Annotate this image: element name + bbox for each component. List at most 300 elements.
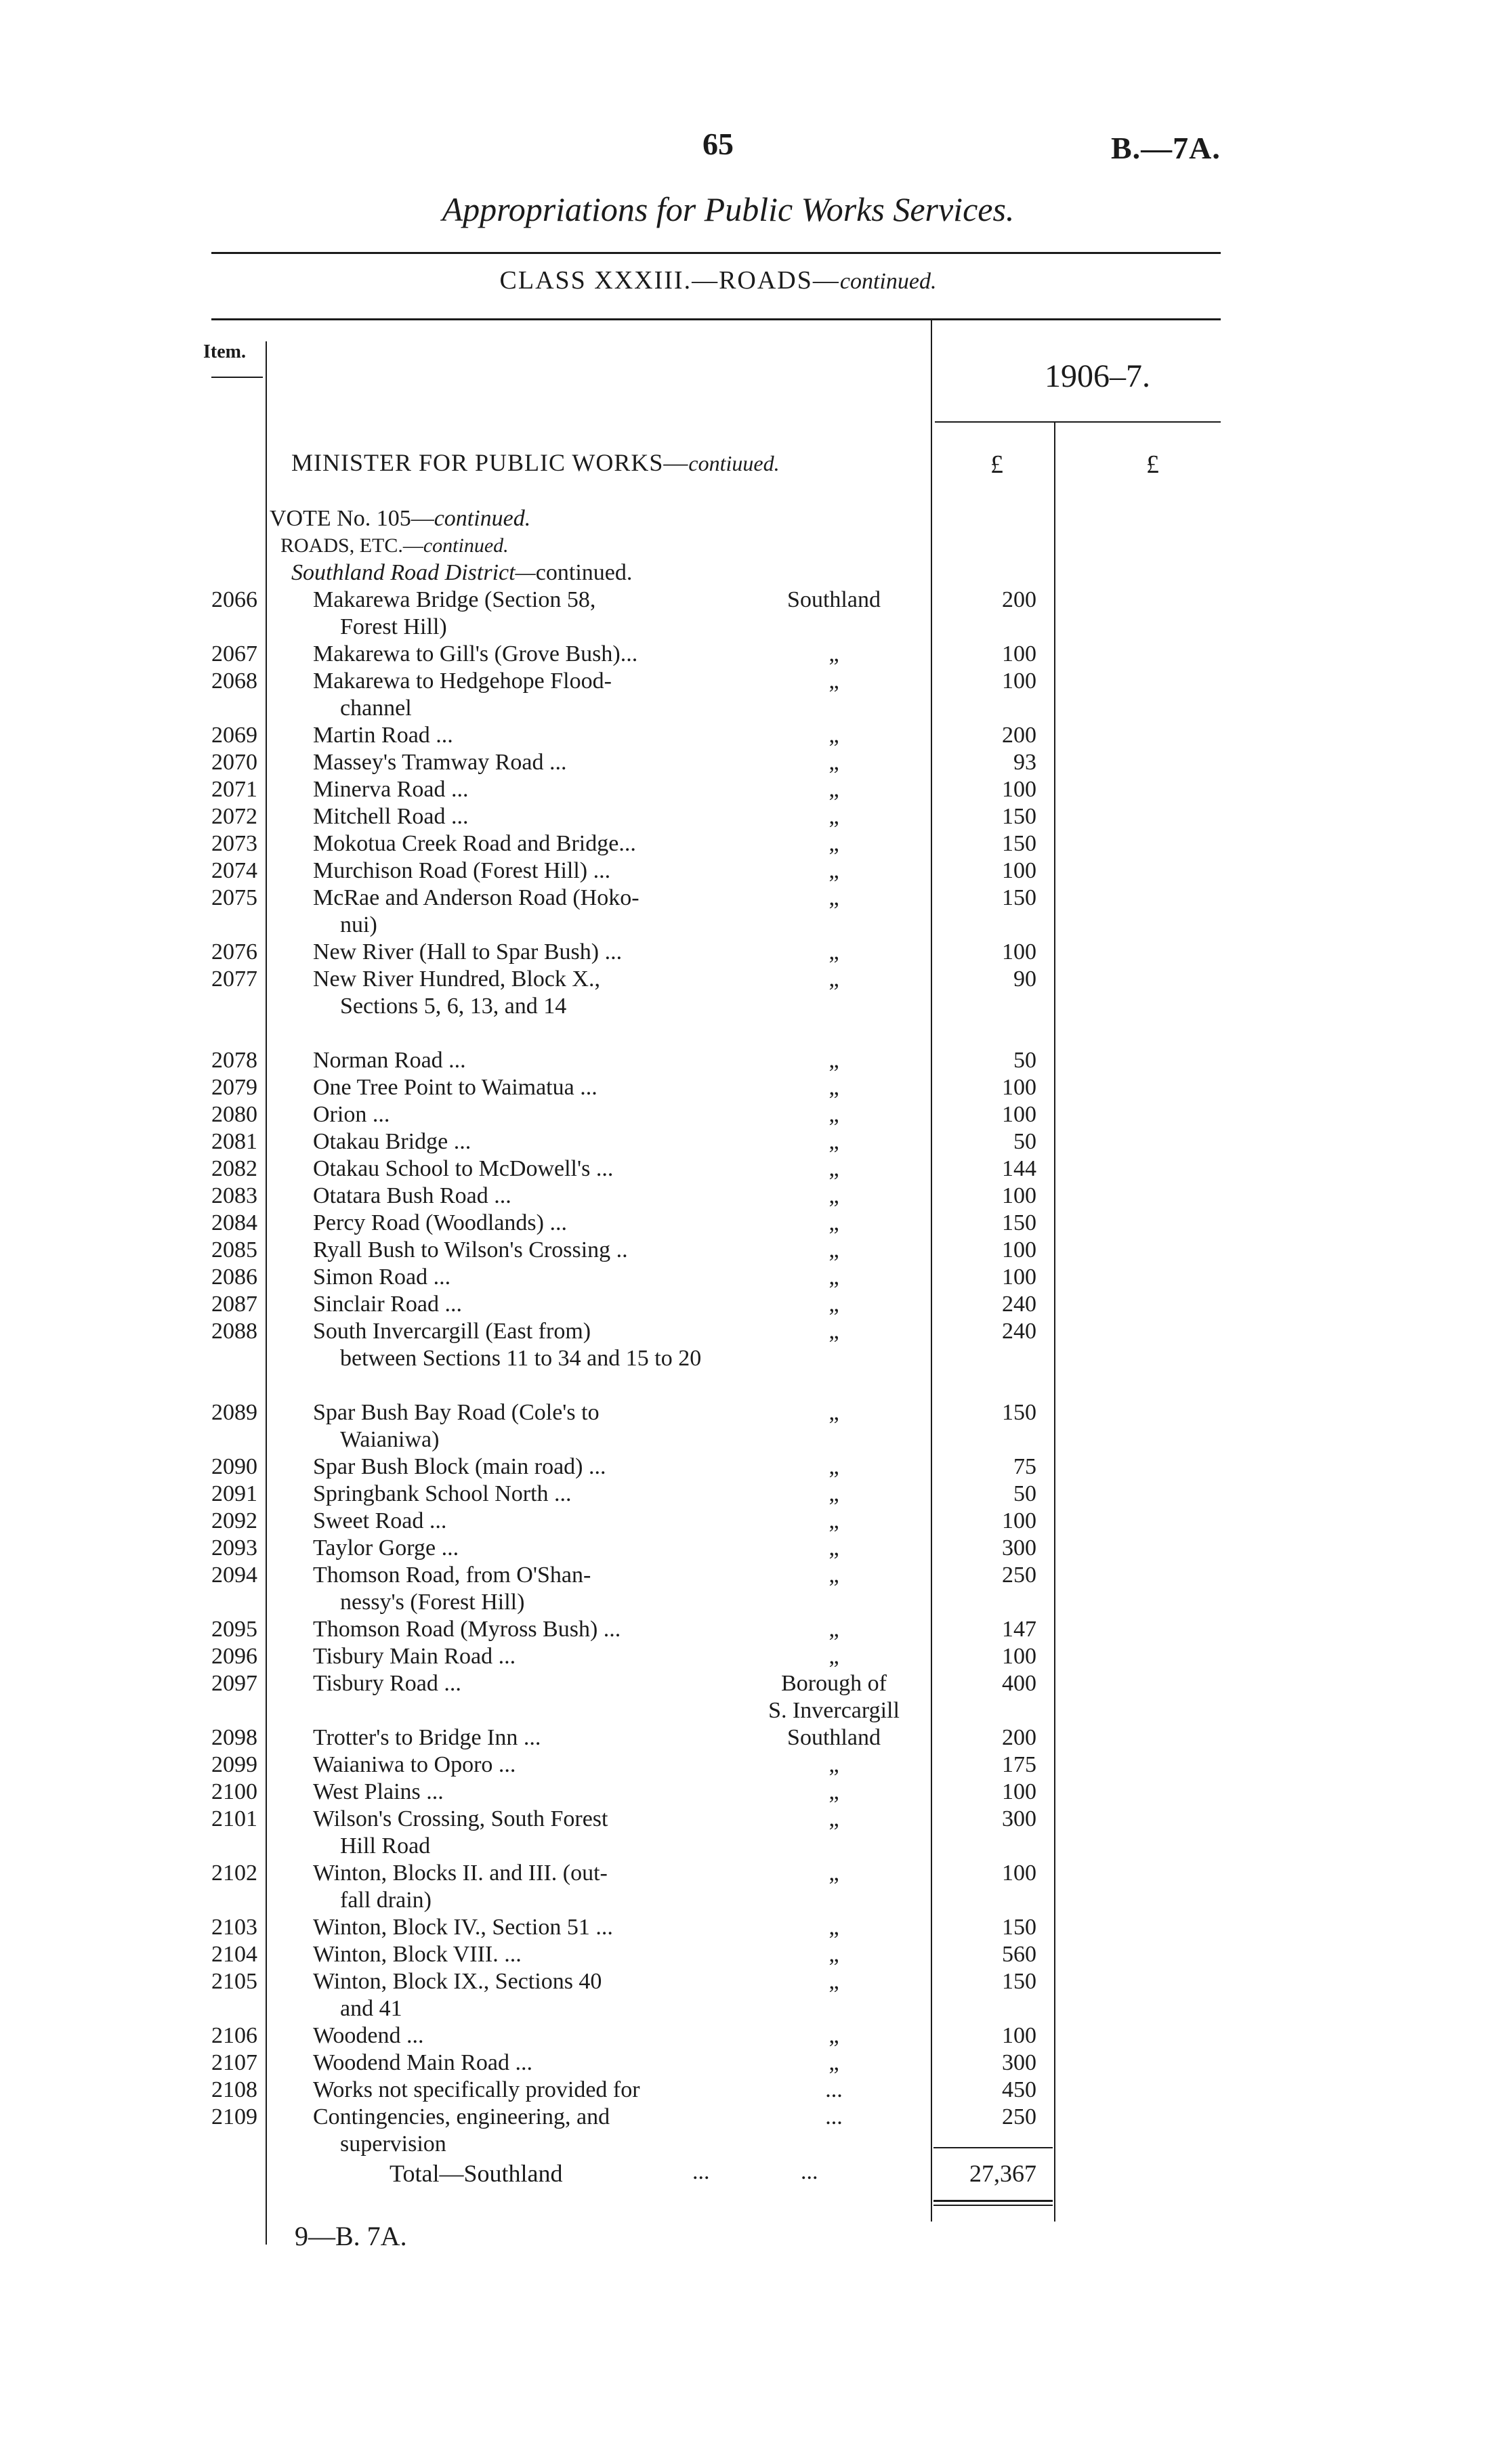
total-label: Total—Southland bbox=[390, 2160, 563, 2187]
item-location-text: „ bbox=[828, 1102, 839, 1127]
item-location bbox=[745, 1779, 923, 1806]
item-location bbox=[745, 857, 923, 885]
item-location bbox=[745, 1128, 923, 1155]
page-title: Appropriations for Public Works Services. bbox=[442, 190, 1015, 228]
item-number: 2090 bbox=[211, 1454, 257, 1479]
item-location bbox=[745, 2104, 923, 2131]
item-description-text: Makarewa to Hedgehope Flood- bbox=[313, 668, 612, 694]
item-amount: 90 bbox=[1013, 967, 1036, 992]
item-location bbox=[745, 1453, 923, 1481]
item-description bbox=[313, 1128, 733, 1155]
item-description-text: Martin Road ... bbox=[313, 723, 453, 748]
item-description bbox=[313, 1264, 733, 1291]
item-amount: 200 bbox=[1002, 587, 1036, 612]
item-location bbox=[745, 1914, 923, 1941]
item-amount: 250 bbox=[1002, 1563, 1036, 1588]
item-description bbox=[313, 1155, 733, 1183]
item-location bbox=[745, 1264, 923, 1291]
item-description-text: Otakau School to McDowell's ... bbox=[313, 1156, 614, 1181]
item-amount: 240 bbox=[1002, 1292, 1036, 1317]
item-location-text: „ bbox=[828, 1617, 839, 1642]
table-row bbox=[0, 2104, 1512, 2158]
table-row bbox=[0, 966, 1512, 1020]
item-description-text: Norman Road ... bbox=[313, 1048, 466, 1073]
item-location bbox=[745, 668, 923, 695]
item-location-text: „ bbox=[828, 1481, 839, 1506]
item-description-text: Makarewa to Gill's (Grove Bush)... bbox=[313, 641, 638, 666]
item-description-continuation: fall drain) bbox=[340, 1888, 432, 1913]
item-description bbox=[313, 2077, 733, 2104]
item-description-text: Minerva Road ... bbox=[313, 777, 469, 802]
item-location bbox=[745, 966, 923, 993]
item-location-text: „ bbox=[828, 967, 839, 992]
item-description bbox=[313, 1779, 733, 1806]
item-amount: 93 bbox=[1013, 750, 1036, 775]
item-amount: 400 bbox=[1002, 1671, 1036, 1696]
item-number: 2093 bbox=[211, 1535, 257, 1560]
item-description-continuation: channel bbox=[340, 696, 412, 721]
district-line bbox=[291, 559, 632, 587]
item-location-text: „ bbox=[828, 1454, 839, 1479]
district-line-suffix: continued. bbox=[535, 560, 633, 585]
item-location-text: „ bbox=[828, 1210, 839, 1235]
item-description-text: Winton, Block VIII. ... bbox=[313, 1942, 522, 1967]
document-reference: B.—7A. bbox=[1111, 131, 1221, 165]
item-location-text: „ bbox=[828, 723, 839, 748]
item-location bbox=[745, 1210, 923, 1237]
item-description bbox=[313, 1914, 733, 1941]
item-description bbox=[313, 830, 733, 857]
item-description-text: Otatara Bush Road ... bbox=[313, 1183, 511, 1208]
item-location-text: „ bbox=[828, 1292, 839, 1317]
page-number: 65 bbox=[702, 127, 734, 161]
item-description bbox=[313, 749, 733, 776]
item-location bbox=[745, 1237, 923, 1264]
table-row bbox=[0, 1562, 1512, 1616]
item-location bbox=[745, 1562, 923, 1589]
total-bottom-rule bbox=[933, 2200, 1053, 2202]
item-description-text: South Invercargill (East from) bbox=[313, 1319, 591, 1344]
item-location bbox=[745, 641, 923, 668]
item-description-text: Tisbury Road ... bbox=[313, 1671, 461, 1696]
item-description bbox=[313, 722, 733, 749]
item-number: 2107 bbox=[211, 2050, 257, 2075]
item-number: 2076 bbox=[211, 939, 257, 964]
item-number: 2082 bbox=[211, 1156, 257, 1181]
item-number: 2099 bbox=[211, 1752, 257, 1777]
item-description-continuation: Waianiwa) bbox=[340, 1427, 440, 1452]
item-number: 2069 bbox=[211, 723, 257, 748]
item-amount: 300 bbox=[1002, 1806, 1036, 1831]
item-number: 2083 bbox=[211, 1183, 257, 1208]
item-location-text-2: S. Invercargill bbox=[768, 1698, 900, 1723]
item-amount: 100 bbox=[1002, 939, 1036, 964]
item-location-text: „ bbox=[828, 1075, 839, 1100]
item-number: 2086 bbox=[211, 1265, 257, 1290]
item-number: 2103 bbox=[211, 1915, 257, 1940]
item-description-continuation: supervision bbox=[340, 2131, 446, 2157]
item-description bbox=[313, 1399, 733, 1453]
item-location bbox=[745, 1860, 923, 1887]
item-amount: 50 bbox=[1013, 1481, 1036, 1506]
total-amount: 27,367 bbox=[969, 2160, 1036, 2187]
class-heading-suffix: continued. bbox=[839, 269, 937, 294]
item-amount: 100 bbox=[1002, 668, 1036, 694]
table-row bbox=[0, 1860, 1512, 1914]
roads-line-text: ROADS, ETC.— bbox=[280, 534, 423, 557]
item-description bbox=[313, 776, 733, 803]
item-number: 2074 bbox=[211, 858, 257, 883]
item-location-text: „ bbox=[828, 1969, 839, 1994]
item-amount: 100 bbox=[1002, 777, 1036, 802]
item-amount: 175 bbox=[1002, 1752, 1036, 1777]
item-location-text: „ bbox=[828, 668, 839, 694]
table-top-rule bbox=[211, 318, 1221, 320]
item-amount: 100 bbox=[1002, 2023, 1036, 2048]
item-description-text: New River (Hall to Spar Bush) ... bbox=[313, 939, 623, 964]
item-location bbox=[745, 776, 923, 803]
item-description-text: Thomson Road (Myross Bush) ... bbox=[313, 1617, 621, 1642]
item-location-text: „ bbox=[828, 1400, 839, 1425]
item-location-text: „ bbox=[828, 641, 839, 666]
item-description-text: Waianiwa to Oporo ... bbox=[313, 1752, 516, 1777]
table-row bbox=[0, 885, 1512, 939]
item-description-text: Orion ... bbox=[313, 1102, 390, 1127]
item-description bbox=[313, 1860, 733, 1914]
item-description bbox=[313, 885, 733, 939]
item-number: 2104 bbox=[211, 1942, 257, 1967]
item-description bbox=[313, 1481, 733, 1508]
item-location bbox=[745, 830, 923, 857]
item-amount: 300 bbox=[1002, 1535, 1036, 1560]
item-number: 2075 bbox=[211, 885, 257, 910]
item-description bbox=[313, 803, 733, 830]
item-location bbox=[745, 1670, 923, 1724]
item-description bbox=[313, 1210, 733, 1237]
item-description bbox=[313, 1047, 733, 1074]
item-description bbox=[313, 966, 733, 1020]
item-description-text: Makarewa Bridge (Section 58, bbox=[313, 587, 596, 612]
item-description-text: Mitchell Road ... bbox=[313, 804, 469, 829]
item-number: 2097 bbox=[211, 1671, 257, 1696]
item-location-text: „ bbox=[828, 1319, 839, 1344]
item-amount: 100 bbox=[1002, 641, 1036, 666]
item-amount: 240 bbox=[1002, 1319, 1036, 1344]
item-number: 2072 bbox=[211, 804, 257, 829]
item-location-text: „ bbox=[828, 1265, 839, 1290]
item-amount: 144 bbox=[1002, 1156, 1036, 1181]
item-number: 2067 bbox=[211, 641, 257, 666]
item-location bbox=[745, 2022, 923, 2049]
item-description-continuation: and 41 bbox=[340, 1996, 402, 2021]
item-description bbox=[313, 587, 733, 641]
item-description-text: Mokotua Creek Road and Bridge... bbox=[313, 831, 636, 856]
item-description-continuation: nessy's (Forest Hill) bbox=[340, 1590, 525, 1615]
year-column-header: 1906–7. bbox=[1045, 358, 1150, 394]
item-number: 2085 bbox=[211, 1237, 257, 1262]
item-number: 2095 bbox=[211, 1617, 257, 1642]
item-location-text: „ bbox=[828, 885, 839, 910]
item-location bbox=[745, 722, 923, 749]
minister-heading-text: MINISTER FOR PUBLIC WORKS— bbox=[291, 449, 689, 476]
pound-sign-column-1: £ bbox=[990, 450, 1003, 479]
item-location bbox=[745, 1643, 923, 1670]
item-amount: 100 bbox=[1002, 1075, 1036, 1100]
item-amount: 100 bbox=[1002, 1779, 1036, 1804]
item-description-text: Winton, Blocks II. and III. (out- bbox=[313, 1861, 608, 1886]
footer-signature-reference: 9—B. 7A. bbox=[295, 2221, 407, 2251]
item-amount: 50 bbox=[1013, 1048, 1036, 1073]
item-amount: 560 bbox=[1002, 1942, 1036, 1967]
item-description bbox=[313, 1291, 733, 1318]
item-description-continuation: nui) bbox=[340, 912, 377, 937]
district-line-text: Southland Road District— bbox=[291, 560, 536, 585]
item-description-text: Murchison Road (Forest Hill) ... bbox=[313, 858, 611, 883]
item-description-text: Massey's Tramway Road ... bbox=[313, 750, 567, 775]
item-description bbox=[313, 1453, 733, 1481]
year-head-rule bbox=[935, 421, 1221, 423]
class-heading-text: CLASS XXXIII.—ROADS— bbox=[499, 266, 840, 295]
item-number: 2108 bbox=[211, 2077, 257, 2102]
item-location-text: „ bbox=[828, 831, 839, 856]
item-location bbox=[745, 1155, 923, 1183]
item-location-text: „ bbox=[828, 939, 839, 964]
item-amount: 147 bbox=[1002, 1617, 1036, 1642]
item-description-text: One Tree Point to Waimatua ... bbox=[313, 1075, 597, 1100]
item-number: 2101 bbox=[211, 1806, 257, 1831]
item-description-text: Contingencies, engineering, and bbox=[313, 2104, 610, 2129]
title-rule bbox=[211, 252, 1221, 254]
item-location bbox=[745, 1968, 923, 1995]
item-description bbox=[313, 1074, 733, 1101]
item-number: 2098 bbox=[211, 1725, 257, 1750]
item-description-continuation: Forest Hill) bbox=[340, 614, 447, 639]
item-description bbox=[313, 1183, 733, 1210]
item-number: 2084 bbox=[211, 1210, 257, 1235]
item-description-text: Works not specifically provided for bbox=[313, 2077, 640, 2102]
item-amount: 100 bbox=[1002, 1644, 1036, 1669]
item-location bbox=[745, 1318, 923, 1345]
item-amount: 75 bbox=[1013, 1454, 1036, 1479]
item-number: 2105 bbox=[211, 1969, 257, 1994]
item-number: 2092 bbox=[211, 1508, 257, 1533]
item-number: 2100 bbox=[211, 1779, 257, 1804]
item-description bbox=[313, 2022, 733, 2049]
item-location-text: „ bbox=[828, 1779, 839, 1804]
item-location bbox=[745, 1291, 923, 1318]
item-amount: 100 bbox=[1002, 1183, 1036, 1208]
total-leader-dots: ... bbox=[692, 2159, 710, 2184]
total-top-rule bbox=[933, 2147, 1053, 2148]
item-amount: 300 bbox=[1002, 2050, 1036, 2075]
item-amount: 150 bbox=[1002, 1400, 1036, 1425]
item-location bbox=[745, 1074, 923, 1101]
item-location bbox=[745, 1616, 923, 1643]
item-location bbox=[745, 1183, 923, 1210]
item-description-continuation: Hill Road bbox=[340, 1833, 431, 1858]
item-number: 2091 bbox=[211, 1481, 257, 1506]
item-description bbox=[313, 1806, 733, 1860]
roads-line bbox=[280, 532, 509, 559]
item-description bbox=[313, 668, 733, 722]
item-number: 2071 bbox=[211, 777, 257, 802]
item-location-text: „ bbox=[828, 1942, 839, 1967]
table-row bbox=[0, 1318, 1512, 1372]
minister-heading-suffix: contiuued. bbox=[688, 451, 780, 475]
item-number: 2088 bbox=[211, 1319, 257, 1344]
item-description-text: Winton, Block IX., Sections 40 bbox=[313, 1969, 602, 1994]
item-number: 2080 bbox=[211, 1102, 257, 1127]
item-amount: 50 bbox=[1013, 1129, 1036, 1154]
item-description-text: Otakau Bridge ... bbox=[313, 1129, 471, 1154]
item-description-continuation: Sections 5, 6, 13, and 14 bbox=[340, 994, 567, 1019]
item-amount: 150 bbox=[1002, 804, 1036, 829]
minister-heading bbox=[291, 448, 780, 477]
item-amount: 150 bbox=[1002, 831, 1036, 856]
item-location-text: Borough of bbox=[781, 1671, 887, 1696]
item-location-text: Southland bbox=[787, 1725, 881, 1750]
item-description-text: Woodend ... bbox=[313, 2023, 424, 2048]
item-description bbox=[313, 1670, 733, 1697]
item-number: 2077 bbox=[211, 967, 257, 992]
item-amount: 250 bbox=[1002, 2104, 1036, 2129]
item-number: 2096 bbox=[211, 1644, 257, 1669]
item-amount: 100 bbox=[1002, 858, 1036, 883]
item-description-text: Spar Bush Block (main road) ... bbox=[313, 1454, 606, 1479]
item-number: 2066 bbox=[211, 587, 257, 612]
item-location-text: ... bbox=[825, 2077, 843, 2102]
table-row bbox=[0, 1806, 1512, 1860]
item-description-text: Thomson Road, from O'Shan- bbox=[313, 1563, 591, 1588]
item-description bbox=[313, 1643, 733, 1670]
item-description bbox=[313, 641, 733, 668]
item-location-text: „ bbox=[828, 1644, 839, 1669]
item-description-text: Springbank School North ... bbox=[313, 1481, 572, 1506]
item-location bbox=[745, 749, 923, 776]
item-location bbox=[745, 1941, 923, 1968]
item-number: 2094 bbox=[211, 1563, 257, 1588]
item-description-text: Wilson's Crossing, South Forest bbox=[313, 1806, 608, 1831]
item-amount: 150 bbox=[1002, 1969, 1036, 1994]
table-row bbox=[0, 1670, 1512, 1724]
item-number: 2106 bbox=[211, 2023, 257, 2048]
item-description bbox=[313, 1535, 733, 1562]
item-location-text: „ bbox=[828, 1183, 839, 1208]
item-amount: 150 bbox=[1002, 885, 1036, 910]
item-head-rule bbox=[211, 377, 263, 378]
item-location-text: „ bbox=[828, 1156, 839, 1181]
item-location bbox=[745, 587, 923, 614]
item-location bbox=[745, 1806, 923, 1833]
item-location bbox=[745, 1399, 923, 1426]
item-amount: 200 bbox=[1002, 723, 1036, 748]
item-description-text: Tisbury Main Road ... bbox=[313, 1644, 516, 1669]
item-description bbox=[313, 1562, 733, 1616]
item-description-text: Simon Road ... bbox=[313, 1265, 451, 1290]
item-amount: 100 bbox=[1002, 1265, 1036, 1290]
item-location bbox=[745, 2049, 923, 2077]
item-description bbox=[313, 1941, 733, 1968]
item-location bbox=[745, 1751, 923, 1779]
item-description bbox=[313, 1237, 733, 1264]
item-location bbox=[745, 885, 923, 912]
item-amount: 450 bbox=[1002, 2077, 1036, 2102]
item-location-text: „ bbox=[828, 1129, 839, 1154]
item-location-text: „ bbox=[828, 1915, 839, 1940]
item-description bbox=[313, 1101, 733, 1128]
item-description-text: Trotter's to Bridge Inn ... bbox=[313, 1725, 541, 1750]
item-number: 2079 bbox=[211, 1075, 257, 1100]
item-number: 2078 bbox=[211, 1048, 257, 1073]
item-number: 2068 bbox=[211, 668, 257, 694]
item-number: 2073 bbox=[211, 831, 257, 856]
item-description-text: New River Hundred, Block X., bbox=[313, 967, 600, 992]
item-description-continuation: between Sections 11 to 34 and 15 to 20 bbox=[340, 1346, 702, 1371]
item-description bbox=[313, 939, 733, 966]
item-location bbox=[745, 1508, 923, 1535]
table-row bbox=[0, 587, 1512, 641]
vote-line-text: VOTE No. 105— bbox=[270, 506, 434, 531]
item-location-text: „ bbox=[828, 1535, 839, 1560]
item-description bbox=[313, 857, 733, 885]
item-location-text: „ bbox=[828, 804, 839, 829]
item-location bbox=[745, 1535, 923, 1562]
item-description bbox=[313, 1318, 733, 1372]
item-description-text: West Plains ... bbox=[313, 1779, 444, 1804]
item-location-text: „ bbox=[828, 1237, 839, 1262]
item-number: 2089 bbox=[211, 1400, 257, 1425]
item-description bbox=[313, 1616, 733, 1643]
vote-line-suffix: continued. bbox=[434, 506, 531, 531]
item-location-text: „ bbox=[828, 1563, 839, 1588]
item-location bbox=[745, 2077, 923, 2104]
total-bottom-rule-2 bbox=[933, 2205, 1053, 2206]
item-number: 2102 bbox=[211, 1861, 257, 1886]
item-description-text: Ryall Bush to Wilson's Crossing .. bbox=[313, 1237, 628, 1262]
item-location-text: „ bbox=[828, 1508, 839, 1533]
item-description-text: Sweet Road ... bbox=[313, 1508, 447, 1533]
class-heading bbox=[0, 265, 1436, 295]
item-location bbox=[745, 1724, 923, 1751]
item-location-text: ... bbox=[825, 2104, 843, 2129]
item-number: 2070 bbox=[211, 750, 257, 775]
item-description bbox=[313, 1508, 733, 1535]
item-location-text: „ bbox=[828, 2050, 839, 2075]
item-location-text: „ bbox=[828, 858, 839, 883]
roads-line-suffix: continued. bbox=[423, 534, 509, 557]
item-location-text: „ bbox=[828, 1861, 839, 1886]
item-description-text: Woodend Main Road ... bbox=[313, 2050, 532, 2075]
item-amount: 150 bbox=[1002, 1210, 1036, 1235]
item-location-text: Southland bbox=[787, 587, 881, 612]
item-description bbox=[313, 2104, 733, 2158]
item-location-text: „ bbox=[828, 2023, 839, 2048]
item-amount: 100 bbox=[1002, 1102, 1036, 1127]
item-description bbox=[313, 1968, 733, 2022]
item-number: 2109 bbox=[211, 2104, 257, 2129]
item-description bbox=[313, 1751, 733, 1779]
pound-sign-column-2: £ bbox=[1146, 450, 1159, 479]
item-number: 2081 bbox=[211, 1129, 257, 1154]
item-location bbox=[745, 939, 923, 966]
item-number: 2087 bbox=[211, 1292, 257, 1317]
total-location-dots: ... bbox=[801, 2159, 818, 2184]
item-description-text: Spar Bush Bay Road (Cole's to bbox=[313, 1400, 600, 1425]
vote-line bbox=[270, 505, 530, 532]
item-amount: 150 bbox=[1002, 1915, 1036, 1940]
item-location-text: „ bbox=[828, 1752, 839, 1777]
item-amount: 100 bbox=[1002, 1237, 1036, 1262]
